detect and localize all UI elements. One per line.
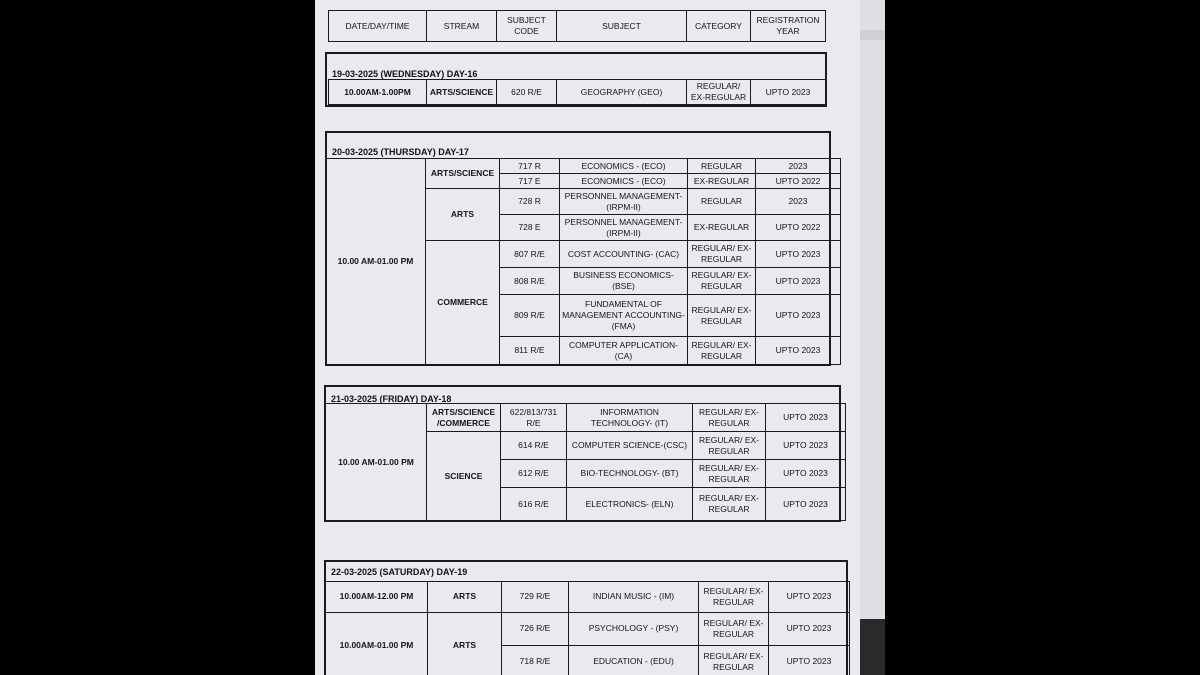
day17-title: 20-03-2025 (THURSDAY) DAY-17 — [332, 147, 469, 157]
day17-code-2: 717 E — [500, 174, 560, 189]
header-row — [328, 10, 826, 42]
day17-code-5: 807 R/E — [500, 241, 560, 268]
day19-category-3: REGULAR/ EX-REGULAR — [699, 645, 769, 675]
day17-code-8: 811 R/E — [500, 337, 560, 365]
day17-time: 10.00 AM-01.00 PM — [326, 159, 426, 365]
day17-reg-8: UPTO 2023 — [756, 337, 841, 365]
day17-stream-commerce: COMMERCE — [426, 241, 500, 365]
day17-category-3: REGULAR — [688, 189, 756, 215]
day16-stream: ARTS/SCIENCE — [427, 80, 497, 105]
day17-subject-1: ECONOMICS - (ECO) — [560, 159, 688, 174]
header-registration-year: REGISTRATION YEAR — [751, 11, 826, 42]
day18-time: 10.00 AM-01.00 PM — [326, 404, 427, 521]
day18-subject-4: ELECTRONICS- (ELN) — [567, 488, 693, 521]
exam-schedule-page — [315, 0, 860, 675]
day16-reg: UPTO 2023 — [751, 80, 826, 105]
day18-title: 21-03-2025 (FRIDAY) DAY-18 — [331, 394, 452, 404]
day18-reg-1: UPTO 2023 — [766, 404, 846, 432]
day19-subject-1: INDIAN MUSIC - (IM) — [569, 582, 699, 613]
day17-stream-arts-science: ARTS/SCIENCE — [426, 159, 500, 189]
header-subject-code: SUBJECT CODE — [497, 11, 557, 42]
header-category: CATEGORY — [687, 11, 751, 42]
day18-reg-3: UPTO 2023 — [766, 460, 846, 488]
day17-reg-2: UPTO 2022 — [756, 174, 841, 189]
day17-category-8: REGULAR/ EX-REGULAR — [688, 337, 756, 365]
day19-code-1: 729 R/E — [502, 582, 569, 613]
day19-table — [325, 581, 850, 675]
day17-reg-6: UPTO 2023 — [756, 268, 841, 295]
day18-subject-2: COMPUTER SCIENCE-(CSC) — [567, 432, 693, 460]
day19-stream-1: ARTS — [428, 582, 502, 613]
day18-code-4: 616 R/E — [501, 488, 567, 521]
day18-table — [325, 403, 846, 521]
day17-subject-7: FUNDAMENTAL OF MANAGEMENT ACCOUNTING-(FMA) — [560, 295, 688, 337]
day18-category-2: REGULAR/ EX-REGULAR — [693, 432, 766, 460]
day19-stream-2: ARTS — [428, 612, 502, 675]
day17-category-4: EX-REGULAR — [688, 215, 756, 241]
day16-code: 620 R/E — [497, 80, 557, 105]
day19-time-2: 10.00AM-01.00 PM — [326, 612, 428, 675]
header-stream: STREAM — [427, 11, 497, 42]
day16-category: REGULAR/ EX-REGULAR — [687, 80, 751, 105]
day18-subject-3: BIO-TECHNOLOGY- (BT) — [567, 460, 693, 488]
day17-reg-5: UPTO 2023 — [756, 241, 841, 268]
day18-code-2: 614 R/E — [501, 432, 567, 460]
day17-category-5: REGULAR/ EX-REGULAR — [688, 241, 756, 268]
day17-category-7: REGULAR/ EX-REGULAR — [688, 295, 756, 337]
day19-subject-2: PSYCHOLOGY - (PSY) — [569, 612, 699, 645]
day17-subject-5: COST ACCOUNTING- (CAC) — [560, 241, 688, 268]
day18-code-3: 612 R/E — [501, 460, 567, 488]
day17-subject-4: PERSONNEL MANAGEMENT- (IRPM-II) — [560, 215, 688, 241]
day19-time-1: 10.00AM-12.00 PM — [326, 582, 428, 613]
day18-code-1: 622/813/731 R/E — [501, 404, 567, 432]
day19-reg-2: UPTO 2023 — [769, 612, 850, 645]
day17-code-4: 728 E — [500, 215, 560, 241]
day17-subject-6: BUSINESS ECONOMICS-(BSE) — [560, 268, 688, 295]
day17-reg-1: 2023 — [756, 159, 841, 174]
day17-category-1: REGULAR — [688, 159, 756, 174]
day17-category-2: EX-REGULAR — [688, 174, 756, 189]
day19-code-2: 726 R/E — [502, 612, 569, 645]
day17-table — [325, 158, 841, 365]
day18-reg-2: UPTO 2023 — [766, 432, 846, 460]
day18-category-4: REGULAR/ EX-REGULAR — [693, 488, 766, 521]
day16-time: 10.00AM-1.00PM — [329, 80, 427, 105]
day17-code-7: 809 R/E — [500, 295, 560, 337]
day19-title: 22-03-2025 (SATURDAY) DAY-19 — [331, 567, 468, 577]
day18-reg-4: UPTO 2023 — [766, 488, 846, 521]
day16-table — [328, 79, 826, 105]
day18-category-1: REGULAR/ EX-REGULAR — [693, 404, 766, 432]
day18-subject-1: INFORMATION TECHNOLOGY- (IT) — [567, 404, 693, 432]
day19-code-3: 718 R/E — [502, 645, 569, 675]
day18-category-3: REGULAR/ EX-REGULAR — [693, 460, 766, 488]
day17-code-3: 728 R — [500, 189, 560, 215]
day16-title: 19-03-2025 (WEDNESDAY) DAY-16 — [332, 69, 478, 79]
day19-subject-3: EDUCATION - (EDU) — [569, 645, 699, 675]
day19-reg-1: UPTO 2023 — [769, 582, 850, 613]
day17-category-6: REGULAR/ EX-REGULAR — [688, 268, 756, 295]
page-edge-notch — [860, 30, 885, 40]
day19-category-2: REGULAR/ EX-REGULAR — [699, 612, 769, 645]
day19-reg-3: UPTO 2023 — [769, 645, 850, 675]
underlying-page-edge — [860, 0, 885, 675]
day18-stream-arts-science-commerce: ARTS/SCIENCE /COMMERCE — [427, 404, 501, 432]
day17-reg-4: UPTO 2022 — [756, 215, 841, 241]
header-date: DATE/DAY/TIME — [329, 11, 427, 42]
day17-stream-arts: ARTS — [426, 189, 500, 241]
day17-code-6: 808 R/E — [500, 268, 560, 295]
day17-subject-3: PERSONNEL MANAGEMENT- (IRPM-II) — [560, 189, 688, 215]
header-subject: SUBJECT — [557, 11, 687, 42]
day18-stream-science: SCIENCE — [427, 432, 501, 521]
day17-reg-7: UPTO 2023 — [756, 295, 841, 337]
day17-subject-2: ECONOMICS - (ECO) — [560, 174, 688, 189]
day17-subject-8: COMPUTER APPLICATION- (CA) — [560, 337, 688, 365]
day17-code-1: 717 R — [500, 159, 560, 174]
day16-subject: GEOGRAPHY (GEO) — [557, 80, 687, 105]
dark-corner — [860, 619, 885, 675]
day19-category-1: REGULAR/ EX-REGULAR — [699, 582, 769, 613]
day17-reg-3: 2023 — [756, 189, 841, 215]
